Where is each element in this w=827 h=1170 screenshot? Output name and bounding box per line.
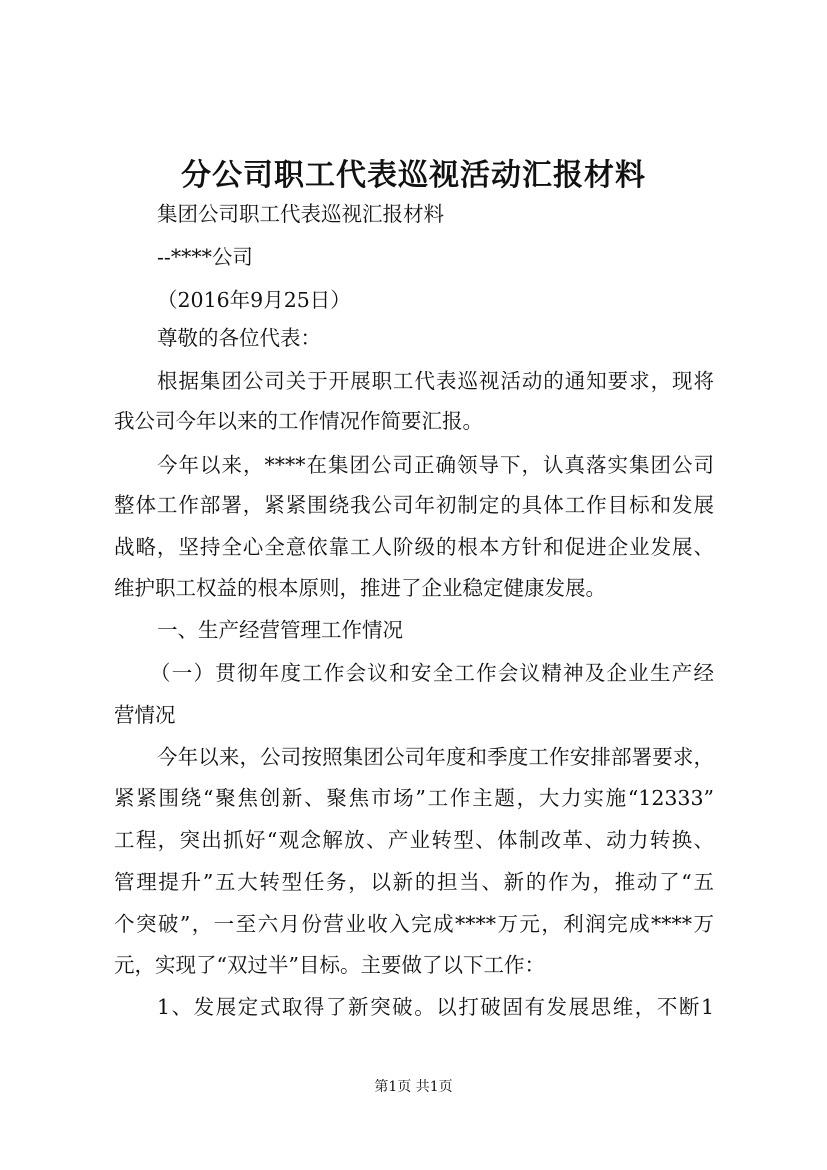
text-line: 营情况 — [114, 703, 176, 727]
text-line: 今年以来，****在集团公司正确领导下，认真落实集团公司 — [157, 453, 714, 477]
text-line: 个突破”，一至六月份营业收入完成****万元，利润完成****万 — [114, 912, 714, 936]
text-line: --****公司 — [157, 245, 253, 269]
document-title: 分公司职工代表巡视活动汇报材料 — [181, 158, 646, 193]
text-line: 整体工作部署，紧紧围绕我公司年初制定的具体工作目标和发展 — [114, 493, 714, 517]
text-line: 工程，突出抓好“观念解放、产业转型、体制改革、动力转换、 — [114, 828, 714, 852]
text-line: 紧紧围绕“聚焦创新、聚焦市场”工作主题，大力实施“12333” — [114, 786, 714, 810]
text-line: 根据集团公司关于开展职工代表巡视活动的通知要求，现将 — [157, 369, 714, 393]
text-line: （2016年9月25日） — [157, 288, 351, 312]
text-line: 尊敬的各位代表： — [157, 326, 321, 350]
text-line: 今年以来，公司按照集团公司年度和季度工作安排部署要求， — [157, 745, 714, 769]
text-line: 维护职工权益的根本原则，推进了企业稳定健康发展。 — [114, 576, 606, 600]
text-line: 集团公司职工代表巡视汇报材料 — [157, 202, 444, 226]
text-line: 管理提升”五大转型任务，以新的担当、新的作为，推动了“五 — [114, 870, 714, 894]
text-line: 我公司今年以来的工作情况作简要汇报。 — [114, 409, 483, 433]
text-line: 战略，坚持全心全意依靠工人阶级的根本方针和促进企业发展、 — [114, 535, 714, 559]
subsection-heading: （一）贯彻年度工作会议和安全工作会议精神及企业生产经 — [150, 661, 714, 685]
page-footer: 第1页 共1页 — [374, 1079, 453, 1095]
section-heading: 一、生产经营管理工作情况 — [157, 618, 403, 642]
text-line: 1、发展定式取得了新突破。以打破固有发展思维，不断1 — [157, 995, 714, 1019]
text-line: 元，实现了“双过半”目标。主要做了以下工作： — [114, 953, 545, 977]
